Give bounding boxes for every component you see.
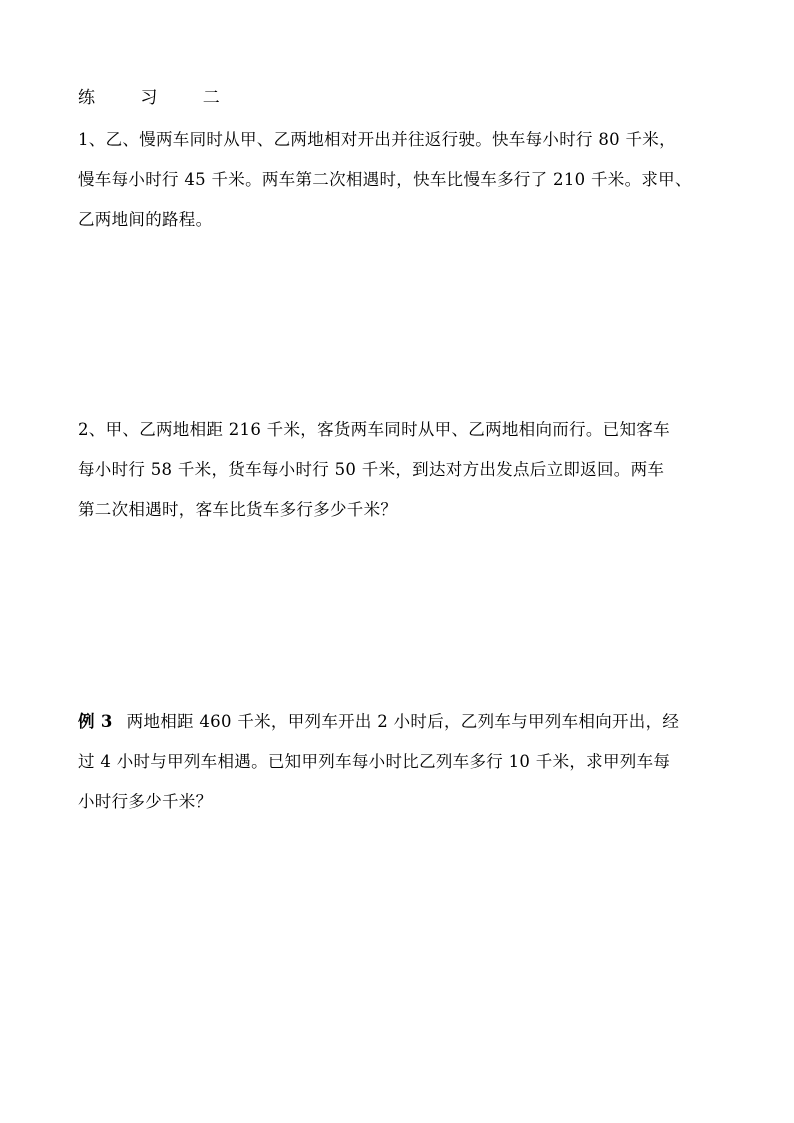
example-3-line-1 bbox=[78, 702, 718, 742]
problem-1 bbox=[78, 120, 718, 240]
section-heading: 练 习 二 bbox=[78, 88, 240, 108]
example-3-line-1-text: 两地相距 460 千米，甲列车开出 2 小时后，乙列车与甲列车相向开出，经 bbox=[126, 712, 680, 731]
example-3-line-3: 小时行多少千米？ bbox=[78, 792, 213, 811]
problem-2-line-1: 2、甲、乙两地相距 216 千米，客货两车同时从甲、乙两地相向而行。已知客车 bbox=[78, 420, 670, 439]
example-3-label: 例 3 bbox=[78, 712, 113, 731]
problem-2-line-3: 第二次相遇时，客车比货车多行多少千米？ bbox=[78, 500, 398, 519]
problem-1-line-1: 1、乙、慢两车同时从甲、乙两地相对开出并往返行驶。快车每小时行 80 千米， bbox=[78, 130, 676, 149]
example-3-line-2: 过 4 小时与甲列车相遇。已知甲列车每小时比乙列车多行 10 千米，求甲列车每 bbox=[78, 752, 671, 771]
example-3 bbox=[78, 702, 718, 822]
problem-2 bbox=[78, 410, 718, 530]
problem-2-line-2: 每小时行 58 千米，货车每小时行 50 千米，到达对方出发点后立即返回。两车 bbox=[78, 460, 665, 479]
problem-1-line-3: 乙两地间的路程。 bbox=[78, 210, 213, 229]
problem-1-line-2: 慢车每小时行 45 千米。两车第二次相遇时，快车比慢车多行了 210 千米。求甲、 bbox=[78, 170, 692, 189]
